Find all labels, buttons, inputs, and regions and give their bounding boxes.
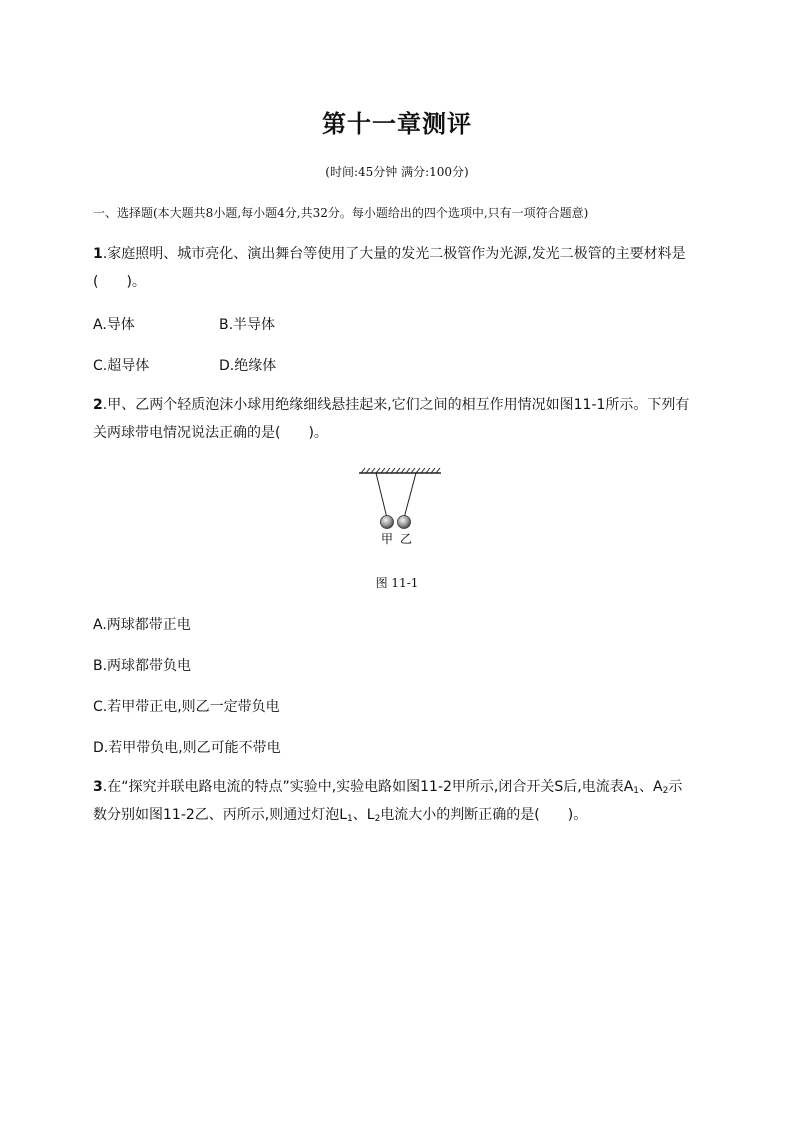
- thread-left: [376, 473, 387, 518]
- question-text: .家庭照明、城市亮化、演出舞台等使用了大量的发光二极管作为光源,发光二极管的主要材料是: [102, 246, 686, 262]
- subscript: 1: [347, 814, 353, 824]
- option-b: B.两球都带负电: [93, 658, 192, 674]
- option-a: A.导体: [93, 317, 135, 333]
- option-d: D.绝缘体: [219, 358, 277, 374]
- question-number: 1: [93, 246, 103, 262]
- subscript: 2: [374, 814, 381, 824]
- question-text: .甲、乙两个轻质泡沫小球用绝缘细线悬挂起来,它们之间的相互作用情况如图11-1所示。下列有: [102, 397, 690, 413]
- ball-jia: [381, 516, 394, 529]
- question-number: 3: [93, 779, 103, 795]
- question-text: 、A: [639, 779, 663, 795]
- option-d: D.若甲带负电,则乙可能不带电: [93, 740, 281, 756]
- question-1-line2: ( )。: [93, 274, 146, 290]
- option-b: B.半导体: [219, 317, 276, 333]
- figure-11-1: [355, 462, 445, 548]
- question-text: 电流大小的判断正确的是( )。: [380, 807, 588, 823]
- question-text: 、L: [352, 807, 375, 823]
- subscript: 2: [662, 786, 669, 796]
- question-number: 2: [93, 397, 103, 413]
- ceiling-hatch: [359, 468, 441, 473]
- option-c: C.超导体: [93, 358, 150, 374]
- option-a: A.两球都带正电: [93, 617, 191, 633]
- page-title: 第十一章测评: [322, 110, 472, 138]
- subscript: 1: [633, 786, 640, 796]
- question-2-line2: 关两球带电情况说法正确的是( )。: [93, 425, 328, 441]
- question-text: 数分别如图11-2乙、丙所示,则通过灯泡L: [93, 807, 348, 823]
- question-text: 示: [668, 779, 683, 795]
- question-2: [93, 391, 689, 419]
- label-yi: 乙: [399, 532, 413, 546]
- ball-yi: [398, 516, 411, 529]
- question-text: .在“探究并联电路电流的特点”实验中,实验电路如图11-2甲所示,闭合开关S后,电流表A: [102, 779, 634, 795]
- figure-caption: 图 11-1: [375, 576, 419, 590]
- question-1: [93, 240, 686, 268]
- thread-right: [404, 473, 416, 518]
- question-3-line2: [93, 801, 587, 833]
- label-jia: 甲: [380, 532, 394, 546]
- section-heading: 一、选择题(本大题共8小题,每小题4分,共32分。每小题给出的四个选项中,只有一项符合题意): [93, 206, 589, 220]
- option-c: C.若甲带正电,则乙一定带负电: [93, 699, 280, 715]
- exam-meta: (时间:45分钟 满分:100分): [325, 165, 469, 179]
